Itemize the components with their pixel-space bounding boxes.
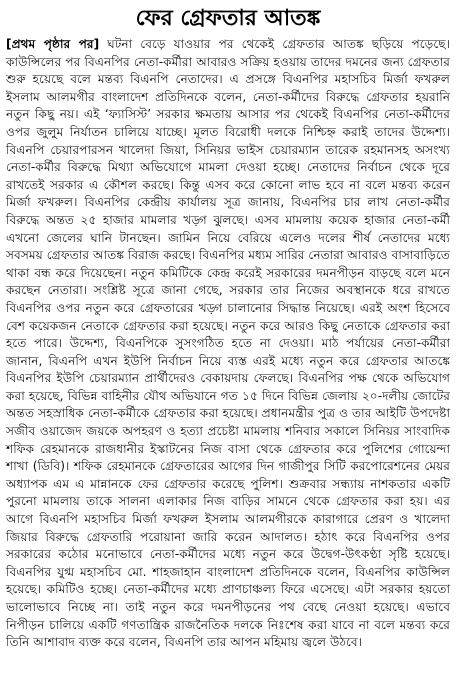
article-lead: [প্রথম পৃষ্ঠার পর] (6, 37, 100, 51)
article-body (6, 36, 450, 652)
article-body-text: ঘটনা বেড়ে যাওয়ার পর থেকেই গ্রেফতার আতঙ্ক ছড়িয়ে পড়েছে। কাউন্সিলের পর বিএনপির নেতা-কর্মীরা আবারও সক্রিয় হওয়ায় তাদের দমনের জন্য গ্রেফতার শুরু হয়েছে বলে মন্তব্য বিএনপি নেতাদের। এ প্রসঙ্গে বিএনপির মহাসচিব মির্জা ফখরুল ইসলাম আলমগীর বাংলাদেশ প্রতিদিনকে বলেন, নেতা-কর্মীদের বিরুদ্ধে গ্রেফতার হয়রানি নতুন কিছু নয়। এই ‘ফ্যাসিস্ট’ সরকার ক্ষমতায় আসার পর থেকেই বিএনপির নেতা-কর্মীদের ওপর জুলুম নির্যাতন চালিয়ে যাচ্ছে। মূলত বিরোধী দলকে নিশ্চিহ্ন করাই তাদের উদ্দেশ্য। বিএনপি চেয়ারপারসন খালেদা জিয়া, সিনিয়র ভাইস চেয়ারম্যান তারেক রহমানসহ অসংখ্য নেতা-কর্মীর বিরুদ্ধে মিথ্যা অভিযোগে মামলা দেওয়া হচ্ছে। নেতাদের নির্বাচন থেকে দূরে রাখতেই সরকার এ কৌশল করছে। কিন্তু এসব করে কোনো লাভ হবে না বলে মন্তব্য করেন মির্জা ফখরুল। বিএনপির কেন্দ্রীয় কার্যালয় সূত্র জানায়, বিএনপির চার লাখ নেতা-কর্মীর বিরুদ্ধে অন্তত ২৫ হাজার মামলার খড়্গ ঝুলছে। এসব মামলায় কয়েক হাজার নেতা-কর্মী এখনো জেলের ঘানি টানছেন। জামিন নিয়ে বেরিয়ে এলেও দলের শীর্ষ নেতাদের মধ্যে সবসময় গ্রেফতার আতঙ্ক বিরাজ করছে। বিএনপির মধ্যম সারির নেতারা আবারও বাসাবাড়িতে থাকা বন্ধ করে দিয়েছেন। নতুন কমিটিকে কেন্দ্র করেই সরকারের দমনপীড়ন বাড়ছে বলে মনে করছেন নেতারা। সংশ্লিষ্ট সূত্রে জানা গেছে, সরকার তার নিজের অবস্থানকে ধরে রাখতে বিএনপির ওপর নতুন করে গ্রেফতারের খড়্গ চালানোর সিদ্ধান্ত নিয়েছে। এরই অংশ হিসেবে বেশ কয়েকজন নেতাকে গ্রেফতার করা হয়েছে। নতুন করে আরও কিছু নেতাকে গ্রেফতার করা হতে পারে। উদ্দেশ্য, বিএনপিকে সুসংগঠিত হতে না দেওয়া। মাঠ পর্যায়ের নেতা-কর্মীরা জানান, বিএনপি এখন ইউপি নির্বাচন নিয়ে ব্যস্ত এরই মধ্যে নতুন করে গ্রেফতার আতঙ্কে বিএনপির ইউপি চেয়ারম্যান প্রার্থীদেরও বেকায়দায় ফেলছে। বিএনপির পক্ষ থেকে অভিযোগ করা হয়েছে, বিভিন্ন বাহিনীর যৌথ অভিযানে গত ১৫ দিনে বিভিন্ন জেলায় ২০-দলীয় জোটের অন্তত সহস্রাধিক নেতা-কর্মীকে গ্রেফতার করা হয়েছে। প্রধানমন্ত্রীর পুত্র ও তার আইটি উপদেষ্টা সজীব ওয়াজেদ জয়কে অপহরণ ও হত্যা প্রচেষ্টা মামলায় শনিবার সকালে সিনিয়র সাংবাদিক শফিক রেহমানকে রাজধানীর ইস্কাটনের নিজ বাসা থেকে গ্রেফতার করে পুলিশের গোয়েন্দা শাখা (ডিবি)। শফিক রেহমানকে গ্রেফতারের আগের দিন গাজীপুর সিটি করপোরেশনের মেয়র অধ্যাপক এম এ মান্নানকে ফের গ্রেফতার করেছে পুলিশ। শুক্রবার সন্ধ্যায় নাশকতার একটি পুরনো মামলায় তাকে সালনা এলাকার নিজ বাড়ির সামনে থেকে গ্রেফতার করা হয়। এর আগে বিএনপি মহাসচিব মির্জা ফখরুল ইসলাম আলমগীরকে কারাগারে প্রেরণ ও খালেদা জিয়ার বিরুদ্ধে গ্রেফতারি পরোয়ানা জারি করেন আদালত। হঠাৎ করে বিএনপির ওপর সরকারের কঠোর মনোভাবে নেতা-কর্মীদের মধ্যে নতুন করে উদ্বেগ-উৎকণ্ঠা সৃষ্টি হয়েছে। বিএনপির যুগ্ম মহাসচিব মো. শাহজাহান বাংলাদেশ প্রতিদিনকে বলেন, বিএনপির কাউন্সিল হয়েছে। কমিটিও হচ্ছে। নেতা-কর্মীদের মধ্যে প্রাণচাঞ্চল্য ফিরে এসেছে। এটা সরকার হয়তো ভালোভাবে নিচ্ছে না। তাই নতুন করে দমনপীড়নের পথ বেছে নেওয়া হয়েছে। এভাবে নিপীড়ন চালিয়ে একটি গণতান্ত্রিক রাজনৈতিক দলকে নিঃশেষ করা যাবে না বলে মন্তব্য করে তিনি আশাবাদ ব্যক্ত করে বলেন, বিএনপি তার আপন মহিমায় জ্বলে উঠবে। (6, 37, 450, 650)
article-headline: ফের গ্রেফতার আতঙ্ক (135, 6, 321, 31)
